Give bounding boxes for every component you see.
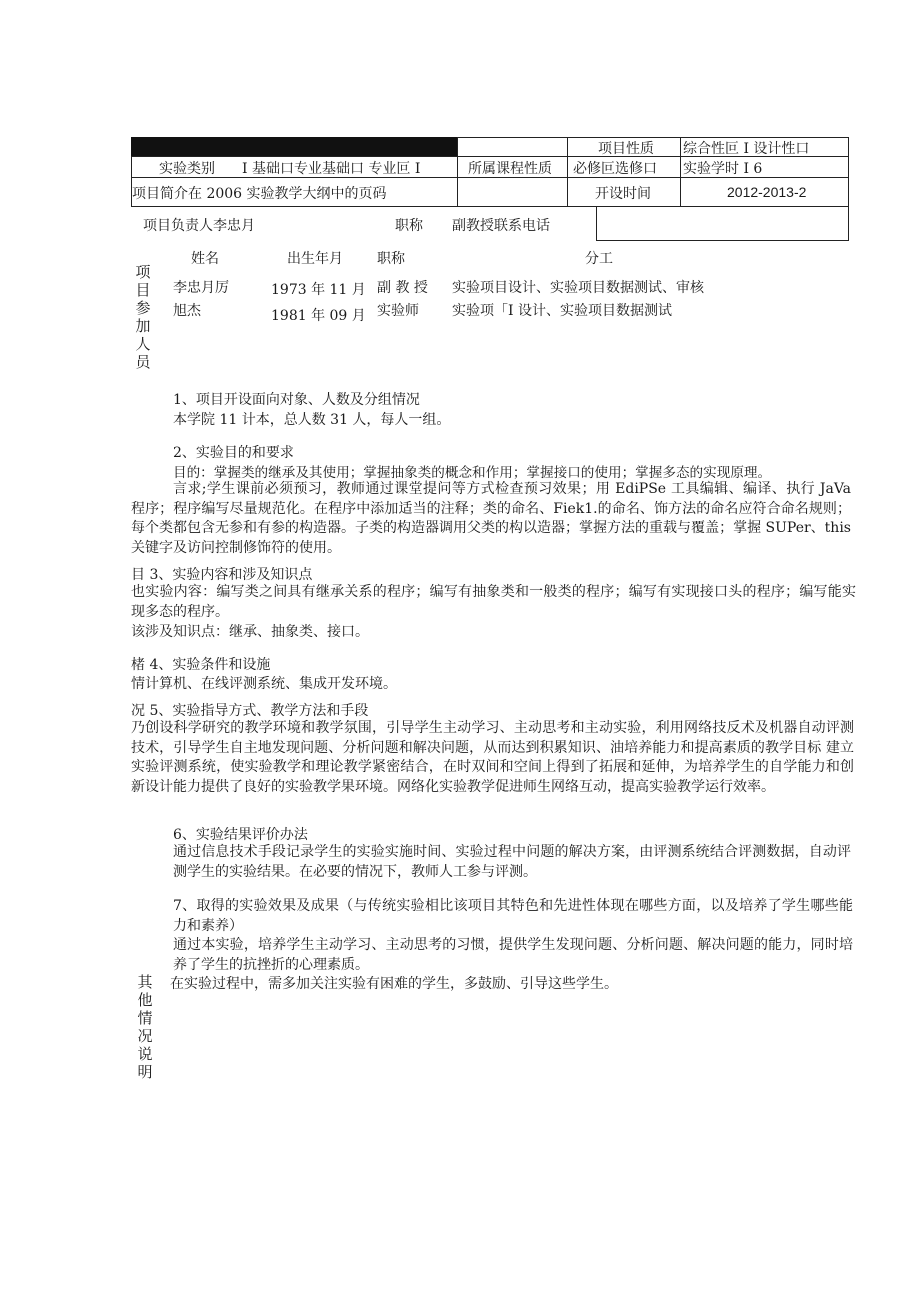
- section-2-line1: 目的：掌握类的继承及其使用；掌握抽象类的概念和作用；掌握接口的使用；掌握多态的实现原理。: [173, 465, 772, 481]
- cell-category: [131, 156, 458, 178]
- participants-header-duty: 分工: [585, 251, 613, 267]
- participant-duty: 实验项目设计、实验项目数据测试、审核: [452, 280, 704, 296]
- cell-course-nature-value: [567, 156, 681, 178]
- cell-nature-value: [680, 137, 849, 157]
- participant-birth: 1981 年 09 月: [271, 308, 366, 324]
- time-value: 2012-2013-2: [727, 184, 807, 200]
- category-label: 实验类别: [159, 161, 215, 177]
- section-3-body: 也实验内容：编写类之间具有继承关系的程序；编写有抽象类和一般类的程序；编写有实现接口头的程序；编写能实现多态的程序。: [131, 584, 856, 620]
- cell-intro: [131, 177, 458, 207]
- other-side-label: 其他情况说明: [137, 973, 153, 1081]
- section-4-body: 情计算机、在线评测系统、集成开发环境。: [131, 676, 397, 692]
- section-6-title: 6、实验结果评价办法: [173, 827, 308, 843]
- category-value: I 基础口专业基础口 专业叵 I: [242, 161, 421, 177]
- cell-empty-r1: [457, 137, 568, 157]
- participant-name: 李忠月厉: [173, 280, 229, 296]
- section-1-body: 本学院 11 计本，总人数 31 人，每人一组。: [173, 412, 451, 428]
- other-body: 在实验过程中，需多加关注实验有困难的学生，多鼓励、引导这些学生。: [170, 976, 618, 992]
- section-3-title: 目 3、实验内容和涉及知识点: [131, 567, 313, 583]
- time-label: 开设时间: [595, 186, 651, 202]
- leader-title-value: 副教授联系电话: [452, 218, 550, 234]
- section-5-body: 乃创设科学研究的教学环境和教学氛围，引导学生主动学习、主动思考和主动实验，利用网络技反术及机器自动评测技术，引导学生自主地发现问题、分析问题和解决问题，从而达到积累知识、油培养能力和提高素质的教学目标 建立实验评测系统，使实验教学和理论教学紧密结合，在时双间和空间上得到了拓展和延伸，为培养学生的自学能力和创新设计能力提供了良好的实验教学果环境。网络化实验教学促进师生网络互动，提高实验教学运行效率。: [131, 720, 854, 795]
- section-2-title: 2、实验目的和要求: [173, 445, 294, 461]
- course-nature-value: 必修叵选修口: [573, 161, 657, 177]
- phone-box: [596, 206, 849, 241]
- intro-label: 项目简介在 2006 实验教学大纲中的页码: [132, 186, 387, 202]
- participants-side-label: 项目参加人员: [135, 263, 151, 371]
- cell-empty-r3: [457, 177, 568, 207]
- nature-label: 项目性质: [598, 141, 654, 157]
- nature-value: 综合性叵 I 设计性口: [683, 141, 810, 157]
- cell-time-value: [680, 177, 849, 207]
- section-1-title: 1、项目开设面向对象、人数及分组情况: [173, 392, 420, 408]
- section-5-title: 况 5、实验指导方式、教学方法和手段: [131, 703, 369, 719]
- participants-header-title: 职称: [377, 251, 405, 267]
- participants-header-birth: 出生年月: [287, 251, 343, 267]
- participant-duty: 实验项「I 设计、实验项目数据测试: [452, 303, 672, 319]
- section-7-body: 通过本实验，培养学生主动学习、主动思考的习惯，提供学生发现问题、分析问题、解决问题的能力，同时培养了学生的抗挫折的心理素质。: [173, 937, 853, 973]
- cell-nature-label: [567, 137, 681, 157]
- course-nature-label: 所属课程性质: [468, 161, 552, 177]
- header-black-bar: [131, 137, 458, 156]
- participant-birth: 1973 年 11 月: [271, 282, 366, 298]
- cell-time-label: [567, 177, 681, 207]
- participant-title: 副 教 授: [377, 280, 428, 296]
- cell-hours: [680, 156, 849, 178]
- section-4-title: 楮 4、实验条件和设施: [131, 657, 271, 673]
- section-2-body: 言求;学生课前必须预习，教师通过课堂提问等方式检查预习效果；用 EdiPSe 工具编辑、编译、执行 JaVa 程序；程序编写尽量规范化。在程序中添加适当的注释；类的命名、Fiek1.的命名、饰方法的命名应符合命名规则；每个类都包含无参和有参的构造器。子类的构造器调用父类的构以造器；掌握方法的重载与覆盖；掌握 SUPer、this 关键字及访问控制修饰符的使用。: [131, 481, 851, 556]
- section-3-knowledge: 该涉及知识点：继承、抽象类、接口。: [131, 624, 369, 640]
- hours-label: 实验学时 I 6: [683, 161, 763, 177]
- participant-title: 实验师: [377, 303, 419, 319]
- leader-text: 项目负责人李忠月: [143, 218, 255, 234]
- participant-name: 旭杰: [173, 303, 201, 319]
- section-7-title: 7、取得的实验效果及成果（与传统实验相比该项目其特色和先进性体现在哪些方面，以及培养了学生哪些能力和素养）: [173, 898, 853, 934]
- cell-course-nature-label: [457, 156, 568, 178]
- section-6-body: 通过信息技术手段记录学生的实验实施时间、实验过程中问题的解决方案，由评测系统结合评测数据，自动评测学生的实验结果。在必要的情况下，教师人工参与评测。: [173, 844, 851, 880]
- participants-header-name: 姓名: [191, 251, 219, 267]
- leader-title-label: 职称: [395, 218, 423, 234]
